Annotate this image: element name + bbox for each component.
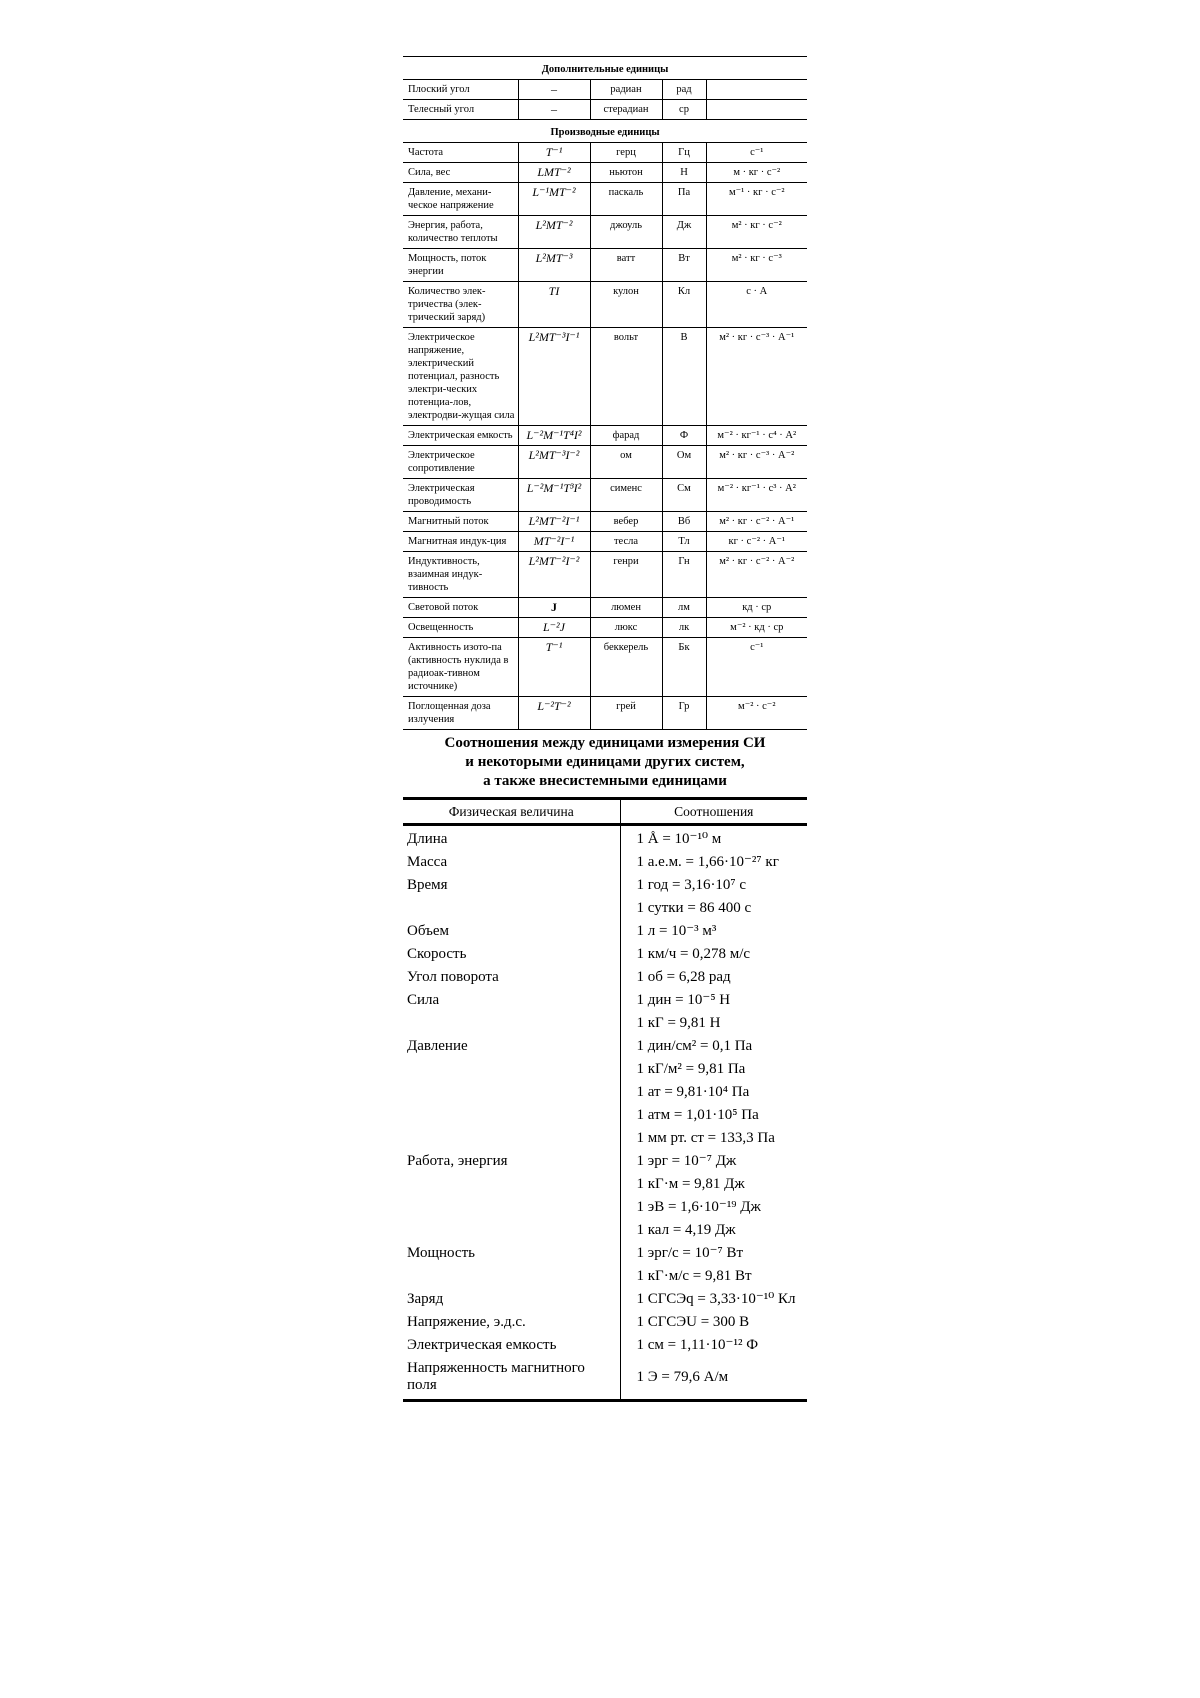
conversion-row: [403, 1082, 807, 1105]
physical-quantity: [403, 1197, 620, 1220]
supplementary-units-heading: Дополнительные единицы: [403, 57, 807, 80]
si-unit-row: [403, 80, 807, 100]
unit-symbol-cell: ср: [662, 100, 706, 120]
physical-quantity: [403, 1128, 620, 1151]
dimension-cell: L⁻²T⁻²: [518, 697, 590, 730]
conversion-row: [403, 921, 807, 944]
quantity-cell: Электрическое напряжение, электрический потенциал, разность электри-ческих потенциа-лов, электродви-жущая сила: [403, 328, 518, 426]
relation: 1 см = 1,11·10⁻¹² Ф: [620, 1335, 807, 1358]
conversion-row: [403, 852, 807, 875]
unit-symbol-cell: Тл: [662, 532, 706, 552]
unit-name-cell: вебер: [590, 512, 662, 532]
page: [403, 56, 807, 1402]
physical-quantity: Мощность: [407, 1245, 475, 1261]
base-units-cell: м⁻² · кд · ср: [706, 618, 807, 638]
physical-quantity: Работа, энергия: [407, 1153, 508, 1169]
base-units-cell: м² · кг · с⁻³: [706, 249, 807, 282]
conversion-row: [403, 1266, 807, 1289]
physical-quantity: Масса: [407, 854, 448, 870]
si-unit-row: [403, 512, 807, 532]
base-units-cell: [706, 80, 807, 100]
physical-quantity: Длина: [407, 831, 448, 847]
quantity-cell: Электрическая проводимость: [403, 479, 518, 512]
relation: 1 кГ/м² = 9,81 Па: [620, 1059, 807, 1082]
unit-symbol-cell: Па: [662, 183, 706, 216]
dimension-cell: T⁻¹: [518, 638, 590, 697]
unit-symbol-cell: Дж: [662, 216, 706, 249]
quantity-cell: Электрическая емкость: [403, 426, 518, 446]
conversion-title-line: а также внесистемными единицами: [483, 773, 727, 789]
relation: 1 дин = 10⁻⁵ Н: [620, 990, 807, 1013]
relation: 1 сутки = 86 400 с: [620, 898, 807, 921]
unit-symbol-cell: Ф: [662, 426, 706, 446]
conversion-row: [403, 1197, 807, 1220]
conversion-row: [403, 825, 807, 853]
unit-symbol-cell: См: [662, 479, 706, 512]
quantity-cell: Поглощенная доза излучения: [403, 697, 518, 730]
dimension-cell: L⁻²M⁻¹T³I²: [518, 479, 590, 512]
base-units-cell: с⁻¹: [706, 638, 807, 697]
base-units-cell: м · кг · с⁻²: [706, 163, 807, 183]
quantity-cell: Освещенность: [403, 618, 518, 638]
conversion-row: [403, 967, 807, 990]
relation: 1 об = 6,28 рад: [620, 967, 807, 990]
conversion-row: [403, 1312, 807, 1335]
conversion-row: [403, 1174, 807, 1197]
dimension-cell: MT⁻²I⁻¹: [518, 532, 590, 552]
base-units-cell: м² · кг · с⁻³ · А⁻²: [706, 446, 807, 479]
relation: 1 атм = 1,01·10⁵ Па: [620, 1105, 807, 1128]
si-unit-row: [403, 328, 807, 426]
conversion-title-line: Соотношения между единицами измерения СИ: [444, 735, 766, 751]
conversion-row: [403, 1358, 807, 1401]
relation: 1 мм рт. ст = 133,3 Па: [620, 1128, 807, 1151]
dimension-cell: L⁻²J: [518, 618, 590, 638]
quantity-cell: Магнитная индук-ция: [403, 532, 518, 552]
dimension-cell: L²MT⁻²: [518, 216, 590, 249]
physical-quantity: [403, 1013, 620, 1036]
unit-symbol-cell: Бк: [662, 638, 706, 697]
si-unit-row: [403, 216, 807, 249]
relation: 1 эрг = 10⁻⁷ Дж: [620, 1151, 807, 1174]
unit-symbol-cell: лк: [662, 618, 706, 638]
physical-quantity: Электрическая емкость: [407, 1337, 557, 1353]
conversion-row: [403, 1220, 807, 1243]
physical-quantity: Напряжение, э.д.с.: [407, 1314, 526, 1330]
unit-name-cell: люмен: [590, 598, 662, 618]
physical-quantity: [403, 1220, 620, 1243]
dimension-cell: J: [518, 598, 590, 618]
base-units-cell: кд · ср: [706, 598, 807, 618]
base-units-cell: м⁻¹ · кг · с⁻²: [706, 183, 807, 216]
conversion-row: [403, 1105, 807, 1128]
si-unit-row: [403, 282, 807, 328]
relation: 1 кал = 4,19 Дж: [620, 1220, 807, 1243]
unit-symbol-cell: Гн: [662, 552, 706, 598]
base-units-cell: м² · кг · с⁻² · А⁻¹: [706, 512, 807, 532]
si-units-table: [403, 56, 807, 730]
unit-symbol-cell: Кл: [662, 282, 706, 328]
si-unit-row: [403, 446, 807, 479]
unit-name-cell: фарад: [590, 426, 662, 446]
quantity-cell: Мощность, поток энергии: [403, 249, 518, 282]
si-unit-row: [403, 426, 807, 446]
unit-name-cell: тесла: [590, 532, 662, 552]
physical-quantity: Сила: [407, 992, 440, 1008]
dimension-cell: L²MT⁻³I⁻¹: [518, 328, 590, 426]
conversion-row: [403, 898, 807, 921]
quantity-cell: Плоский угол: [403, 80, 518, 100]
si-unit-row: [403, 143, 807, 163]
physical-quantity: Давление: [407, 1038, 468, 1054]
unit-name-cell: радиан: [590, 80, 662, 100]
conversion-row: [403, 944, 807, 967]
physical-quantity: Угол поворота: [407, 969, 499, 985]
quantity-cell: Индуктивность, взаимная индук-тивность: [403, 552, 518, 598]
unit-name-cell: ньютон: [590, 163, 662, 183]
unit-name-cell: ом: [590, 446, 662, 479]
quantity-cell: Магнитный поток: [403, 512, 518, 532]
unit-name-cell: кулон: [590, 282, 662, 328]
base-units-cell: м⁻² · кг⁻¹ · с³ · А²: [706, 479, 807, 512]
si-unit-row: [403, 163, 807, 183]
dimension-cell: –: [518, 100, 590, 120]
unit-symbol-cell: лм: [662, 598, 706, 618]
physical-quantity: [403, 1174, 620, 1197]
unit-symbol-cell: Ом: [662, 446, 706, 479]
dimension-cell: L²MT⁻²I⁻²: [518, 552, 590, 598]
conversion-title: [403, 734, 807, 791]
quantity-cell: Телесный угол: [403, 100, 518, 120]
dimension-cell: L²MT⁻³: [518, 249, 590, 282]
conversion-row: [403, 875, 807, 898]
unit-symbol-cell: Гц: [662, 143, 706, 163]
physical-quantity: Скорость: [407, 946, 467, 962]
unit-name-cell: люкс: [590, 618, 662, 638]
si-unit-row: [403, 249, 807, 282]
si-unit-row: [403, 100, 807, 120]
si-unit-row: [403, 532, 807, 552]
base-units-cell: м² · кг · с⁻²: [706, 216, 807, 249]
relation: 1 год = 3,16·10⁷ с: [620, 875, 807, 898]
dimension-cell: T⁻¹: [518, 143, 590, 163]
physical-quantity: [403, 898, 620, 921]
relation: 1 СГСЭU = 300 В: [620, 1312, 807, 1335]
conversion-title-line: и некоторыми единицами других систем,: [465, 754, 745, 770]
base-units-cell: с⁻¹: [706, 143, 807, 163]
relation: 1 кГ = 9,81 Н: [620, 1013, 807, 1036]
conversion-row: [403, 1013, 807, 1036]
quantity-cell: Частота: [403, 143, 518, 163]
si-unit-row: [403, 479, 807, 512]
relation: 1 кГ·м = 9,81 Дж: [620, 1174, 807, 1197]
relation: 1 ат = 9,81·10⁴ Па: [620, 1082, 807, 1105]
quantity-cell: Энергия, работа, количество теплоты: [403, 216, 518, 249]
physical-quantity: [403, 1082, 620, 1105]
derived-units-heading: Производные единицы: [403, 120, 807, 143]
dimension-cell: L⁻²M⁻¹T⁴I²: [518, 426, 590, 446]
unit-name-cell: герц: [590, 143, 662, 163]
unit-name-cell: грей: [590, 697, 662, 730]
dimension-cell: L²MT⁻³I⁻²: [518, 446, 590, 479]
si-unit-row: [403, 598, 807, 618]
quantity-cell: Количество элек-тричества (элек-трический заряд): [403, 282, 518, 328]
unit-name-cell: сименс: [590, 479, 662, 512]
unit-name-cell: ватт: [590, 249, 662, 282]
base-units-cell: м² · кг · с⁻³ · А⁻¹: [706, 328, 807, 426]
relation: 1 СГСЭq = 3,33·10⁻¹⁰ Кл: [620, 1289, 807, 1312]
si-unit-row: [403, 183, 807, 216]
si-unit-row: [403, 618, 807, 638]
physical-quantity: Время: [407, 877, 448, 893]
quantity-cell: Электрическое сопротивление: [403, 446, 518, 479]
conversion-table: [403, 797, 807, 1402]
header-quantity: Физическая величина: [403, 799, 620, 825]
unit-symbol-cell: рад: [662, 80, 706, 100]
base-units-cell: кг · с⁻² · А⁻¹: [706, 532, 807, 552]
relation: 1 эрг/с = 10⁻⁷ Вт: [620, 1243, 807, 1266]
relation: 1 км/ч = 0,278 м/с: [620, 944, 807, 967]
si-unit-row: [403, 638, 807, 697]
quantity-cell: Давление, механи-ческое напряжение: [403, 183, 518, 216]
unit-name-cell: джоуль: [590, 216, 662, 249]
relation: 1 кГ·м/с = 9,81 Вт: [620, 1266, 807, 1289]
relation: 1 Э = 79,6 А/м: [620, 1358, 807, 1401]
conversion-row: [403, 1036, 807, 1059]
dimension-cell: L²MT⁻²I⁻¹: [518, 512, 590, 532]
header-relations: Соотношения: [620, 799, 807, 825]
conversion-row: [403, 1128, 807, 1151]
conversion-row: [403, 1243, 807, 1266]
relation: 1 Å = 10⁻¹⁰ м: [620, 825, 807, 853]
unit-name-cell: беккерель: [590, 638, 662, 697]
conversion-row: [403, 990, 807, 1013]
base-units-cell: [706, 100, 807, 120]
unit-name-cell: вольт: [590, 328, 662, 426]
quantity-cell: Световой поток: [403, 598, 518, 618]
si-unit-row: [403, 697, 807, 730]
dimension-cell: L⁻¹MT⁻²: [518, 183, 590, 216]
physical-quantity: [403, 1105, 620, 1128]
conversion-row: [403, 1335, 807, 1358]
base-units-cell: м⁻² · с⁻²: [706, 697, 807, 730]
dimension-cell: TI: [518, 282, 590, 328]
unit-symbol-cell: Н: [662, 163, 706, 183]
conversion-row: [403, 1151, 807, 1174]
physical-quantity: [403, 1266, 620, 1289]
quantity-cell: Сила, вес: [403, 163, 518, 183]
unit-symbol-cell: Вб: [662, 512, 706, 532]
si-unit-row: [403, 552, 807, 598]
unit-name-cell: генри: [590, 552, 662, 598]
conversion-row: [403, 1059, 807, 1082]
unit-symbol-cell: В: [662, 328, 706, 426]
unit-symbol-cell: Вт: [662, 249, 706, 282]
relation: 1 л = 10⁻³ м³: [620, 921, 807, 944]
unit-symbol-cell: Гр: [662, 697, 706, 730]
physical-quantity: [403, 1059, 620, 1082]
physical-quantity: Напряженность магнитного поля: [403, 1358, 620, 1401]
base-units-cell: м² · кг · с⁻² · А⁻²: [706, 552, 807, 598]
physical-quantity: Объем: [407, 923, 449, 939]
unit-name-cell: паскаль: [590, 183, 662, 216]
base-units-cell: с · А: [706, 282, 807, 328]
unit-name-cell: стерадиан: [590, 100, 662, 120]
quantity-cell: Активность изото-па (активность нуклида в радиоак-тивном источнике): [403, 638, 518, 697]
conversion-row: [403, 1289, 807, 1312]
relation: 1 а.е.м. = 1,66·10⁻²⁷ кг: [620, 852, 807, 875]
relation: 1 дин/см² = 0,1 Па: [620, 1036, 807, 1059]
physical-quantity: Заряд: [407, 1291, 444, 1307]
dimension-cell: LMT⁻²: [518, 163, 590, 183]
base-units-cell: м⁻² · кг⁻¹ · с⁴ · А²: [706, 426, 807, 446]
relation: 1 эВ = 1,6·10⁻¹⁹ Дж: [620, 1197, 807, 1220]
dimension-cell: –: [518, 80, 590, 100]
